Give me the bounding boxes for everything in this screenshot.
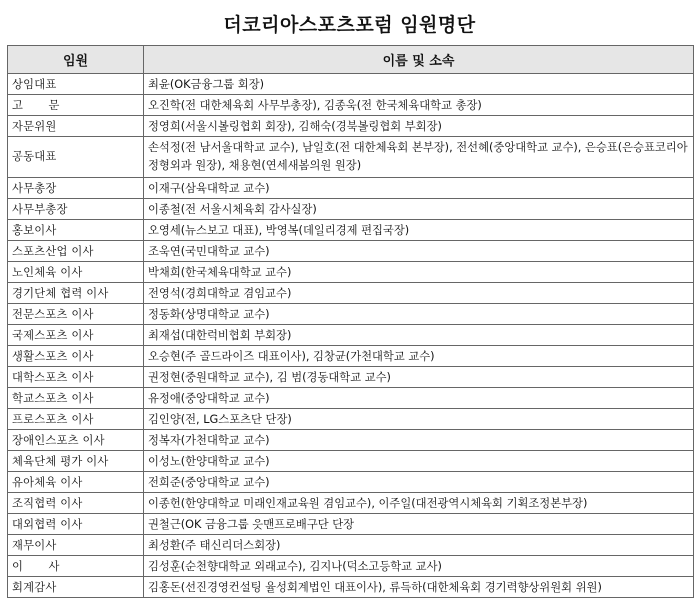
member-cell: 이종철(전 서울시체육회 감사실장) [144,199,694,220]
member-cell: 김홍돈(선진경영컨설팅 율성회계법인 대표이사), 류득하(대한체육회 경기력향상위원회 위원) [144,577,694,598]
table-row [8,199,694,220]
member-cell: 오영세(뉴스보고 대표), 박영복(데일리경제 편집국장) [144,220,694,241]
member-cell: 오진학(전 대한체육회 사무부총장), 김종욱(전 한국체육대학교 총장) [144,95,694,116]
position-cell: 노인체육 이사 [8,262,144,283]
table-row [8,220,694,241]
member-cell: 오승현(주 골드라이즈 대표이사), 김창균(가천대학교 교수) [144,346,694,367]
position-cell: 대외협력 이사 [8,514,144,535]
position-cell: 재무이사 [8,535,144,556]
member-cell: 권철근(OK 금융그룹 읏맨프로배구단 단장 [144,514,694,535]
member-cell: 김성훈(순천향대학교 외래교수), 김지나(덕소고등학교 교사) [144,556,694,577]
officer-table [7,45,694,598]
table-row [8,409,694,430]
table-row [8,388,694,409]
member-cell: 최윤(OK금융그룹 회장) [144,74,694,95]
position-cell: 유아체육 이사 [8,472,144,493]
member-cell: 정영희(서울시볼링협회 회장), 김해숙(경북볼링협회 부회장) [144,116,694,137]
table-row [8,262,694,283]
table-row [8,137,694,178]
table-row [8,514,694,535]
position-cell: 사무총장 [8,178,144,199]
table-row [8,346,694,367]
position-cell: 조직협력 이사 [8,493,144,514]
position-cell: 회계감사 [8,577,144,598]
header-position: 임원 [8,46,144,74]
position-cell: 경기단체 협력 이사 [8,283,144,304]
position-cell: 자문위원 [8,116,144,137]
member-cell: 이재구(삼육대학교 교수) [144,178,694,199]
member-cell: 정복자(가천대학교 교수) [144,430,694,451]
member-cell: 정동화(상명대학교 교수) [144,304,694,325]
member-cell: 최성환(주 태신리더스회장) [144,535,694,556]
position-cell: 고 문 [8,95,144,116]
member-cell: 권정현(중원대학교 교수), 김 범(경동대학교 교수) [144,367,694,388]
table-row [8,178,694,199]
table-row [8,577,694,598]
member-cell: 유정애(중앙대학교 교수) [144,388,694,409]
position-cell: 대학스포츠 이사 [8,367,144,388]
position-cell: 이 사 [8,556,144,577]
table-row [8,325,694,346]
member-cell: 손석정(전 남서울대학교 교수), 남일호(전 대한체육회 본부장), 전선혜(중앙대학교 교수), 은승표(은승표코리아정형외과 원장), 채용현(연세새봄의원 원장) [144,137,694,178]
table-row [8,95,694,116]
table-row [8,304,694,325]
table-row [8,451,694,472]
position-cell: 체육단체 평가 이사 [8,451,144,472]
member-cell: 조욱연(국민대학교 교수) [144,241,694,262]
position-cell: 생활스포츠 이사 [8,346,144,367]
table-header-row [8,46,694,74]
position-cell: 국제스포츠 이사 [8,325,144,346]
member-cell: 이성노(한양대학교 교수) [144,451,694,472]
member-cell: 김인양(전, LG스포츠단 단장) [144,409,694,430]
table-row [8,493,694,514]
position-cell: 홍보이사 [8,220,144,241]
table-row [8,430,694,451]
member-cell: 이종헌(한양대학교 미래인재교육원 겸임교수), 이주일(대전광역시체육회 기획조정본부장) [144,493,694,514]
member-cell: 전영석(경희대학교 겸임교수) [144,283,694,304]
table-row [8,535,694,556]
table-row [8,116,694,137]
table-row [8,367,694,388]
member-cell: 박채희(한국체육대학교 교수) [144,262,694,283]
table-row [8,74,694,95]
position-cell: 전문스포츠 이사 [8,304,144,325]
table-row [8,283,694,304]
member-cell: 전희준(중앙대학교 교수) [144,472,694,493]
table-row [8,472,694,493]
page-title: 더코리아스포츠포럼 임원명단 [223,14,476,36]
table-row [8,241,694,262]
header-member: 이름 및 소속 [144,46,694,74]
position-cell: 사무부총장 [8,199,144,220]
member-cell: 최재섭(대한럭비협회 부회장) [144,325,694,346]
position-cell: 공동대표 [8,137,144,178]
position-cell: 학교스포츠 이사 [8,388,144,409]
position-cell: 프로스포츠 이사 [8,409,144,430]
table-row [8,556,694,577]
position-cell: 상임대표 [8,74,144,95]
position-cell: 장애인스포츠 이사 [8,430,144,451]
position-cell: 스포츠산업 이사 [8,241,144,262]
